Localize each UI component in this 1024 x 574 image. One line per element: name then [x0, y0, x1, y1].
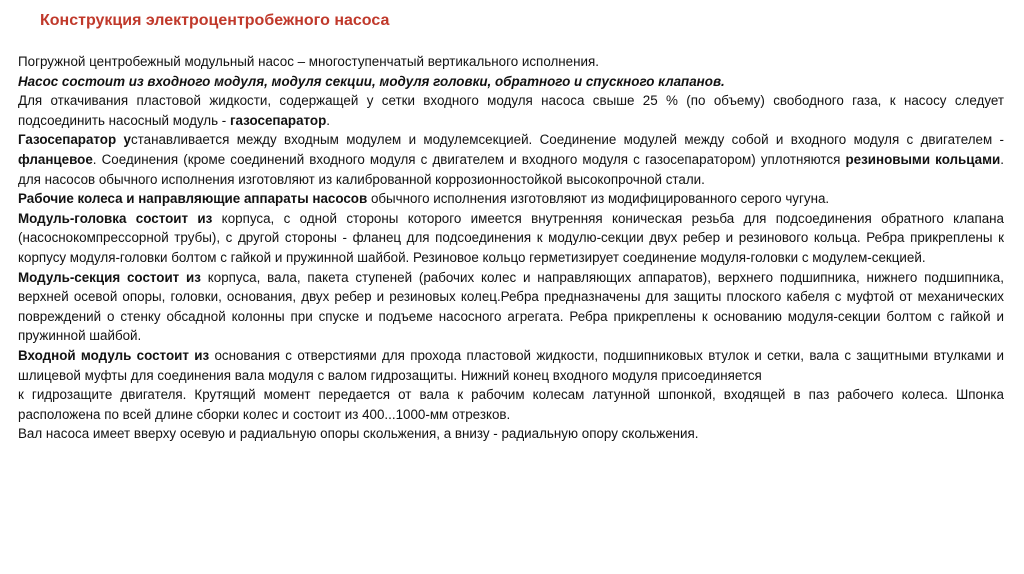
- term-rubber-rings: резиновыми кольцами: [845, 151, 1001, 167]
- term-input-module: Входной модуль состоит из: [18, 347, 210, 363]
- text-span: .: [326, 112, 331, 128]
- term-gas-separator-heading: Газосепаратор у: [18, 132, 131, 148]
- paragraph-shaft: Вал насоса имеет вверху осевую и радиальную опоры скольжения, а внизу - радиальную опору скольжения.: [18, 426, 699, 442]
- paragraph-composition: Насос состоит из входного модуля, модуля секции, модуля головки, обратного и спускного клапанов.: [18, 73, 725, 89]
- paragraph-gas-separator-install: [18, 130, 1004, 189]
- term-gas-separator: газосепаратор: [229, 112, 327, 128]
- text-span: основания с отверстиями для прохода пластовой жидкости, подшипниковых втулок и сетки, вала с защитными втулками и шлицевой муфты для соединения вала модуля с валом гидрозащиты. Нижний конец входного модуля присоединяется: [18, 347, 1004, 383]
- text-span: . Соединения (кроме соединений входного модуля с двигателем и входного модуля с газосепаратором) уплотняются: [92, 151, 846, 167]
- paragraph-input-module: [18, 346, 1004, 385]
- term-impellers: Рабочие колеса и направляющие аппараты насосов: [18, 191, 368, 207]
- paragraph-torque: к гидрозащите двигателя. Крутящий момент передается от вала к рабочим колесам латунной шпонкой, входящей в паз рабочего колеса. Шпонка расположена по всей длине сборки колес и состоит из 400...1000-мм отрезков.: [18, 387, 1004, 422]
- term-section-module: Модуль-секция состоит из: [18, 269, 201, 285]
- term-head-module: Модуль-головка состоит из: [18, 210, 213, 226]
- slide-body: [18, 52, 1004, 444]
- text-span: станавливается между входным модулем и модулемсекцией. Соединение модулей между собой и входного модуля с двигателем -: [130, 132, 1004, 148]
- text-span: Для откачивания пластовой жидкости, содержащей у сетки входного модуля насоса свыше 25 % (по объему) свободного газа, к насосу следует подсоединить насосный модуль -: [18, 93, 1004, 128]
- paragraph-gas-separator-need: [18, 91, 1004, 130]
- paragraph-head-module: [18, 209, 1004, 268]
- text-span: обычного исполнения изготовляют из модифицированного серого чугуна.: [367, 191, 830, 207]
- paragraph-section-module: [18, 268, 1004, 346]
- text-span: . для насосов обычного исполнения изготовляют из калиброванной коррозионностойкой высокопрочной стали.: [18, 151, 1004, 187]
- paragraph-impellers: [18, 189, 1004, 209]
- text-span: корпуса, вала, пакета ступеней (рабочих колес и направляющих аппаратов), верхнего подшипника, нижнего подшипника, верхней осевой опоры, головки, основания, двух ребер и резиновых колец.Ребра предназначены для защиты плоского кабеля с муфтой от механических повреждений о стенку обсадной колонны при спуске и подъеме насосного агрегата. Ребра прикреплены к основанию модуля-секции болтом с гайкой и пружинной шайбой.: [18, 269, 1004, 344]
- text-span: корпуса, с одной стороны которого имеется внутренняя коническая резьба для подсоединения обратного клапана (насоснокомпрессорной трубы), с другой стороны - фланец для подсоединения к модулю-секции двух ребер и резинового кольца. Ребра прикреплены к корпусу модуля-головки болтом с гайкой и пружинной шайбой. Резиновое кольцо герметизирует соединение модуля-головки с модулем-секцией.: [18, 210, 1004, 265]
- slide-title: Конструкция электроцентробежного насоса: [40, 12, 390, 29]
- term-flange: фланцевое: [18, 151, 93, 167]
- paragraph-intro: Погружной центробежный модульный насос – многоступенчатый вертикального исполнения.: [18, 54, 599, 69]
